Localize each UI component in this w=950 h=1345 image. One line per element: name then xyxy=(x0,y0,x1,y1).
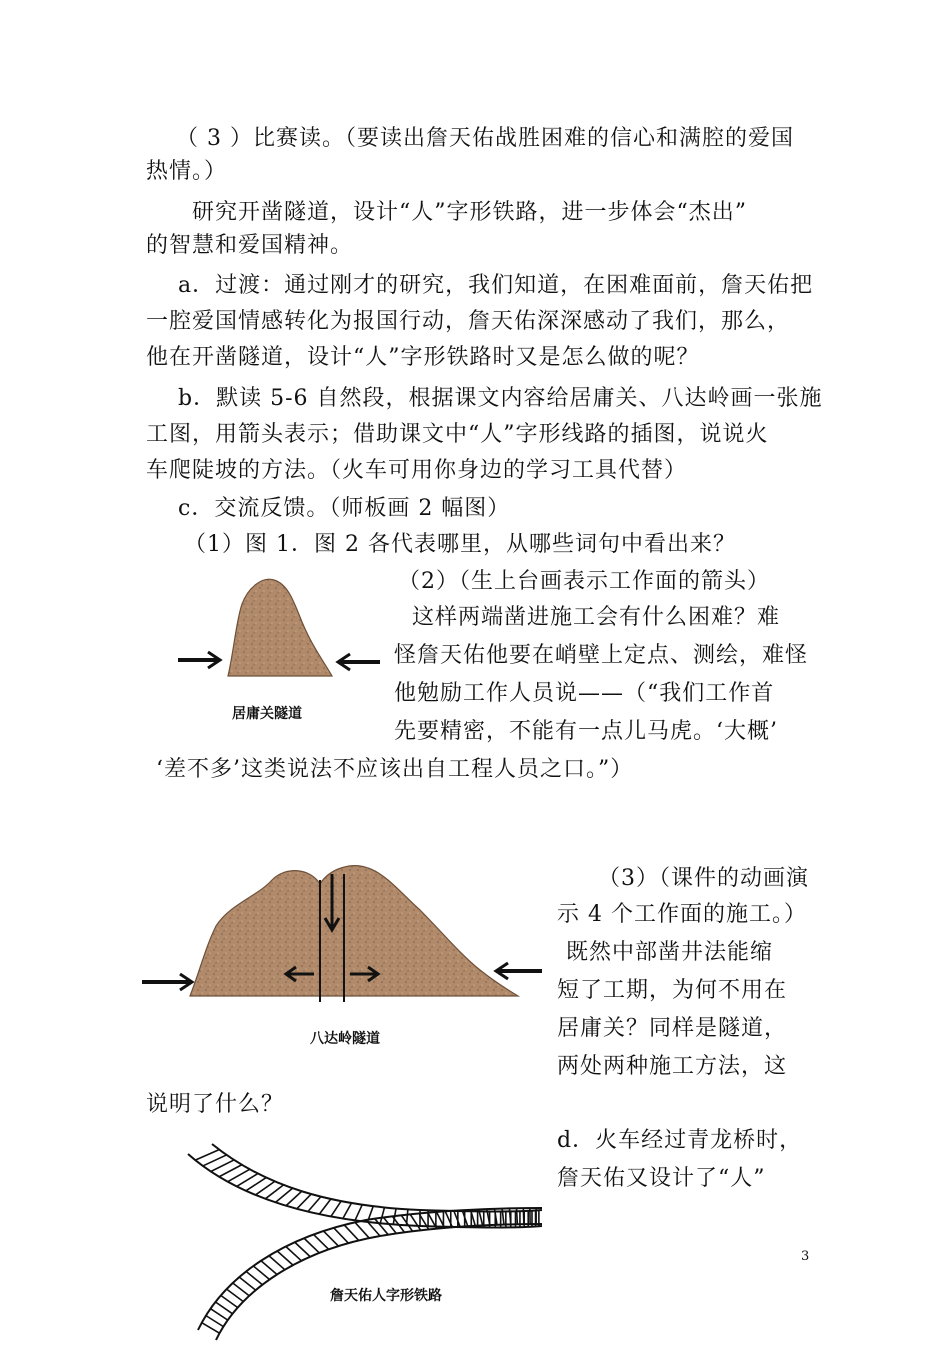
arrow-right-icon xyxy=(142,974,192,990)
text-line: a．过渡：通过刚才的研究，我们知道，在困难面前，詹天佑把 xyxy=(178,271,813,301)
arrow-right-icon xyxy=(178,652,220,668)
railway-tie xyxy=(286,1246,302,1260)
text-line: 他勉励工作人员说——（“我们工作首 xyxy=(394,679,774,709)
figure-caption: 詹天佑人字形铁路 xyxy=(330,1285,442,1305)
railway-tie xyxy=(380,1207,384,1223)
herringbone-railway-figure xyxy=(180,1140,560,1345)
text-line: （ 3 ）比赛读。（要读出詹天佑战胜困难的信心和满腔的爱国 xyxy=(176,124,794,154)
text-line: 这样两端凿进施工会有什么困难？难 xyxy=(412,603,780,633)
railway-tie xyxy=(308,1197,321,1212)
text-line: 一腔爱国情感转化为报国行动，詹天佑深深感动了我们，那么， xyxy=(146,307,790,337)
text-line: （1）图 1．图 2 各代表哪里，从哪些词句中看出来？ xyxy=(184,530,736,560)
text-line: （2）（生上台画表示工作面的箭头） xyxy=(398,567,770,597)
text-line: 怪詹天佑他要在峭壁上定点、测绘，难怪 xyxy=(394,641,808,671)
railway-tie xyxy=(355,1222,369,1238)
railway-tie xyxy=(227,1289,244,1302)
text-line: 他在开凿隧道，设计“人”字形铁路时又是怎么做的呢？ xyxy=(146,343,700,373)
railway-tie xyxy=(239,1277,255,1290)
text-line: 热情。） xyxy=(146,157,227,187)
text-line: 工图，用箭头表示；借助课文中“人”字形线路的插图，说说火 xyxy=(146,420,769,450)
railway-tie xyxy=(211,1160,234,1172)
railway-tie xyxy=(202,1323,220,1334)
railway-tie xyxy=(297,1194,311,1209)
railway-tie xyxy=(277,1251,293,1265)
text-line: b．默读 5-6 自然段，根据课文内容给居庸关、八达岭画一张施 xyxy=(178,384,823,414)
railway-tie xyxy=(276,1188,293,1202)
figure-caption: 八达岭隧道 xyxy=(310,1028,380,1048)
railway-tie xyxy=(410,1214,421,1230)
railway-tie xyxy=(211,1309,228,1320)
railway-tie xyxy=(295,1242,310,1257)
railway-tie xyxy=(319,1199,331,1214)
text-line: 车爬陡坡的方法。（火车可用你身边的学习工具代替） xyxy=(146,456,687,486)
text-line: 说明了什么？ xyxy=(146,1090,284,1120)
page-number: 3 xyxy=(801,1249,809,1264)
railway-tie xyxy=(343,1203,352,1219)
railway-tie xyxy=(334,1228,349,1243)
railway-tie xyxy=(304,1238,319,1253)
text-line: 先要精密，不能有一点儿马虎。‘大概’ xyxy=(394,717,778,747)
railway-tie xyxy=(331,1201,341,1216)
railway-tie xyxy=(355,1205,362,1221)
railway-tie xyxy=(261,1261,277,1275)
railway-tie xyxy=(517,1208,518,1224)
text-line: ‘差不多’这类说法不应该出自工程人员之口。”） xyxy=(156,755,633,785)
mountain-shape xyxy=(190,866,518,996)
railway-tie xyxy=(324,1231,339,1246)
text-line: 研究开凿隧道，设计“人”字形铁路，进一步体会“杰出” xyxy=(192,198,747,228)
arrow-left-icon xyxy=(338,654,380,670)
railway-tie xyxy=(195,1150,219,1161)
railway-tie xyxy=(269,1256,285,1270)
railway-tie xyxy=(233,1283,250,1296)
railway-tie xyxy=(286,1191,302,1206)
text-line: 既然中部凿井法能缩 xyxy=(566,938,773,968)
text-line: 两处两种施工方法，这 xyxy=(557,1052,787,1082)
railway-tie xyxy=(344,1225,358,1240)
railway-tie xyxy=(221,1295,238,1307)
text-line: d．火车经过青龙桥时， xyxy=(557,1126,802,1156)
text-line: （3）（课件的动画演 xyxy=(598,864,809,894)
juyongguan-tunnel-figure xyxy=(170,570,390,690)
railway-tie xyxy=(215,1302,232,1314)
railway-tie xyxy=(203,1155,227,1166)
text-line: c．交流反馈。（师板画 2 幅图） xyxy=(178,494,510,524)
arrow-left-icon xyxy=(496,963,542,979)
railway-tie xyxy=(206,1316,224,1327)
text-line: 短了工期，为何不用在 xyxy=(557,976,787,1006)
text-line: 詹天佑又设计了“人” xyxy=(557,1164,766,1194)
railway-tie xyxy=(523,1208,524,1224)
mountain-shape xyxy=(228,579,332,676)
figure-caption: 居庸关隧道 xyxy=(232,703,302,723)
badaling-tunnel-figure xyxy=(140,860,550,1010)
railway-tie xyxy=(314,1235,329,1250)
railway-tie xyxy=(253,1266,269,1280)
text-line: 的智慧和爱国精神。 xyxy=(146,231,353,261)
text-line: 居庸关？同样是隧道， xyxy=(557,1014,787,1044)
railway-tie xyxy=(454,1211,460,1227)
railway-tie xyxy=(246,1271,262,1284)
text-line: 示 4 个工作面的施工。） xyxy=(557,900,807,930)
